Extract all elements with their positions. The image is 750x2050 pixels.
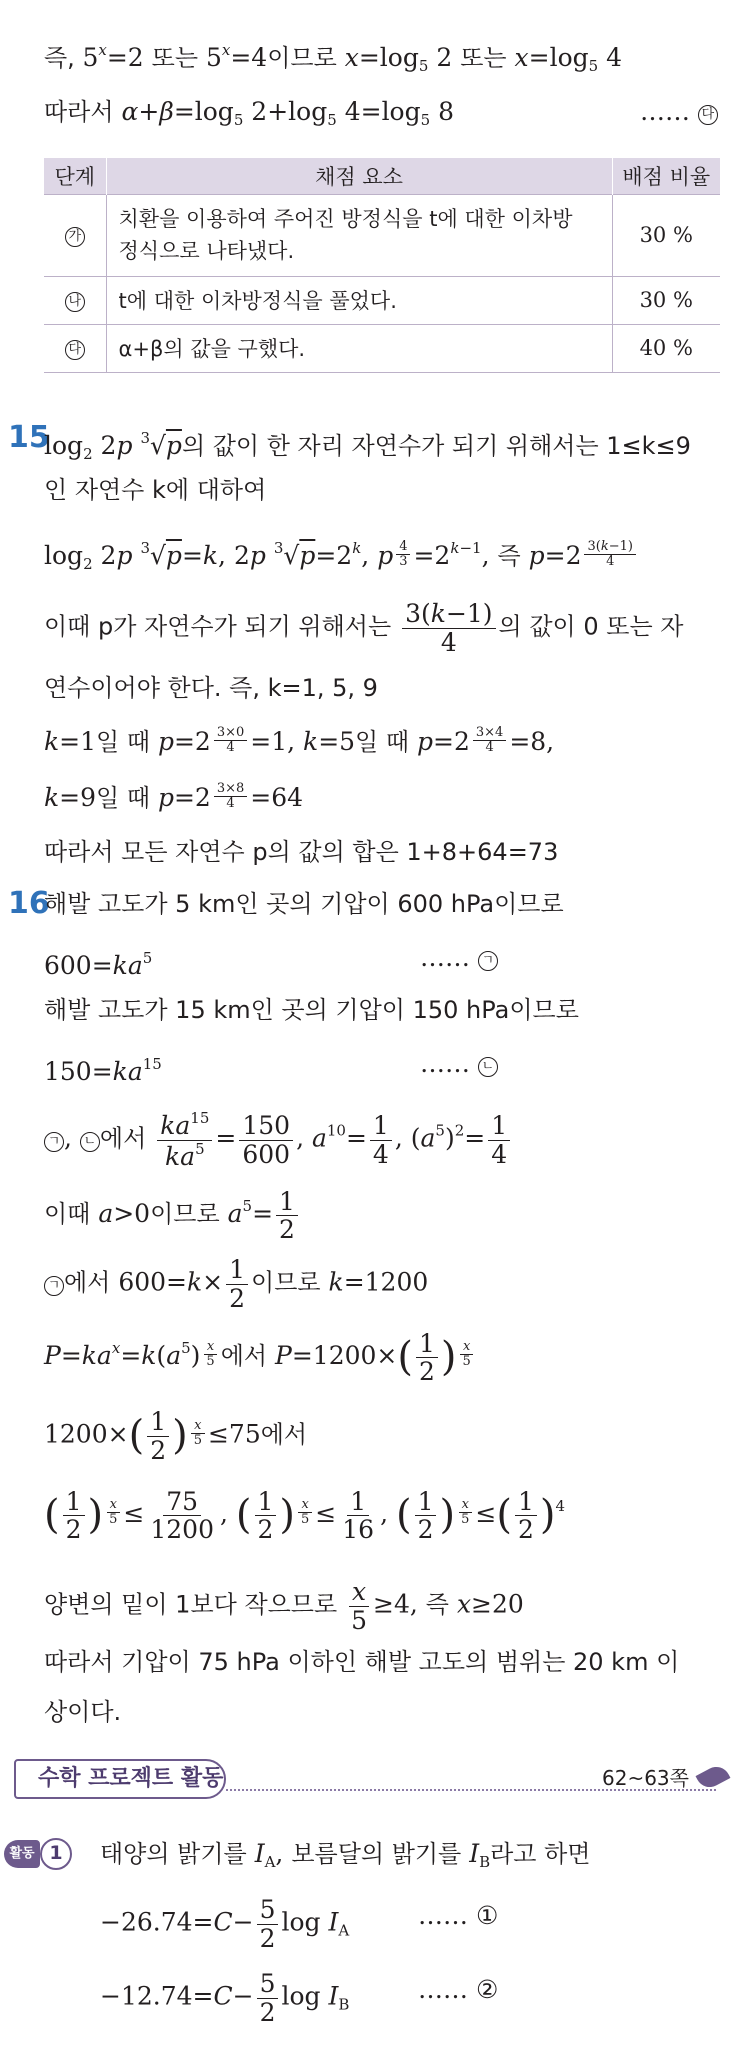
p16-line-10: ( $\frac{1}{2}$ ) $\frac{x}{5}$ ≤ $\frac{75}{1200}$ , ( $\frac{1}{2}$ ) $\frac{x}{5}$ ≤ $\frac{1}{16}$ , ( $\frac{1}{2}$ ) $\frac{x}{5}$ ≤( $\frac{1}{2}$ )$^4$ xyxy=(44,1486,565,1544)
project-banner-title: 수학 프로젝트 활동 xyxy=(14,1759,226,1799)
activity-eq-2: −12.74=C− $\frac{5}{2}$ $\log I_B$ xyxy=(100,1969,350,2027)
header-ratio: 배점 비율 xyxy=(612,158,720,194)
tag-circled-2: …… ② xyxy=(418,1975,499,2004)
p16-line-2: $600=ka^5$ xyxy=(44,949,153,980)
table-row xyxy=(44,276,720,324)
p16-line-5: ㄱ , ㄴ 에서 $\frac{ka^{15}}{ka^5}$ = $\frac{150}{600}$ , $a^{10}=$ $\frac{1}{4}$ , $(a^5)^2=$ $\frac{1}{4}$ xyxy=(44,1110,513,1170)
p16-line-9: 1200×( $\frac{1}{2}$ ) $\frac{x}{5}$ ≤75에서 xyxy=(44,1407,308,1465)
tag-2: …… ㄴ xyxy=(420,1044,498,1084)
table-row: 가 치환을 이용하여 주어진 방정식을 t에 대한 이차방 정식으로 나타냈다. 30 % xyxy=(44,194,720,276)
intro-line-2: 따라서 $\alpha+\beta=\log_5$ $2+\log_5$ $4=\log_5$ 8 xyxy=(44,97,455,129)
p16-line-1: 해발 고도가 5 km인 곳의 기압이 600 hPa이므로 xyxy=(44,890,564,918)
p15-line-6: k=1일 때 p=2 $\frac{3\times 0}{4}$ =1, k=5일 때 p=2 $\frac{3\times 4}{4}$ =8, xyxy=(44,725,555,756)
p16-line-8: $P=ka^x=k(a^5)$ $\frac{x}{5}$ 에서 P=1200×( $\frac{1}{2}$ ) $\frac{x}{5}$ xyxy=(44,1328,477,1386)
row-desc: 치환을 이용하여 주어진 방정식을 t에 대한 이차방 xyxy=(118,207,573,231)
p16-line-11: 양변의 밑이 1보다 작으므로 $\frac{x}{5}$ ≥4, 즉 x≥20 xyxy=(44,1577,524,1635)
problem-16-number: 16 xyxy=(8,886,50,921)
p16-line-7: ㄱ 에서 600=k× $\frac{1}{2}$ 이므로 k=1200 xyxy=(44,1256,428,1312)
project-banner-pages: 62~63쪽 xyxy=(602,1766,689,1790)
p15-line-5: 연수이어야 한다. 즉, k=1, 5, 9 xyxy=(44,674,378,702)
tag-da: …… 다 xyxy=(640,92,718,132)
step-da: 다 xyxy=(65,340,85,360)
tag-circled-1: …… ① xyxy=(418,1901,499,1930)
grading-table xyxy=(44,158,720,373)
step-na: 나 xyxy=(65,292,85,312)
p15-line-4: 이때 p가 자연수가 되기 위해서는 $\frac{3(k-1)}{4}$ 의 값이 0 또는 자 xyxy=(44,599,684,657)
p16-line-4: $150=ka^{15}$ xyxy=(44,1055,162,1086)
p15-line-7: k=9일 때 p=2 $\frac{3\times 8}{4}$ =64 xyxy=(44,781,304,812)
p15-line-2: 인 자연수 k에 대하여 xyxy=(44,476,267,504)
activity-eq-1: −26.74=C− $\frac{5}{2}$ $\log I_A$ xyxy=(100,1895,350,1953)
problem-15-number: 15 xyxy=(8,420,50,455)
intro-line-1: 즉, $5^x=2$ 또는 $5^x=4$이므로 $x=\log_5$ 2 또는 $x=\log_5$ 4 xyxy=(44,41,623,75)
p15-line-8: 따라서 모든 자연수 p의 값의 합은 1+8+64=73 xyxy=(44,838,559,866)
activity-number: 1 xyxy=(40,1838,72,1870)
header-step: 단계 xyxy=(44,158,106,194)
leaf-icon xyxy=(696,1762,731,1792)
p15-line-3: $\log_2 2p$ $^3$√p=k, 2p $^3√p=2^k$, p $\frac{4}{3}$ $=2^{k-1}$, 즉 p=2 $\frac{3(k-1)}{4}$ xyxy=(44,528,639,584)
activity-line-1: 태양의 밝기를 $I_A$, 보름달의 밝기를 $I_B$라고 하면 xyxy=(100,1839,591,1871)
row-pct: 30 % xyxy=(612,276,720,324)
row-pct: 30 % xyxy=(612,194,720,276)
row-desc: α+β의 값을 구했다. xyxy=(106,324,612,372)
tag-1: …… ㄱ xyxy=(420,938,498,978)
activity-badge: 활동 xyxy=(4,1840,40,1868)
p16-line-3: 해발 고도가 15 km인 곳의 기압이 150 hPa이므로 xyxy=(44,996,579,1024)
p16-line-13: 상이다. xyxy=(44,1698,122,1726)
row-desc: t에 대한 이차방정식을 풀었다. xyxy=(106,276,612,324)
step-ga: 가 xyxy=(65,227,85,247)
p15-line-1: $\log_2 2p$ $^3$√p의 값이 한 자리 자연수가 되기 위해서는 1≤k≤9 xyxy=(44,429,691,463)
table-row xyxy=(44,324,720,372)
p16-line-12: 따라서 기압이 75 hPa 이하인 해발 고도의 범위는 20 km 이 xyxy=(44,1648,680,1676)
header-element: 채점 요소 xyxy=(106,158,612,194)
p16-line-6: 이때 a>0이므로 $a^5=$ $\frac{1}{2}$ xyxy=(44,1186,301,1244)
row-pct: 40 % xyxy=(612,324,720,372)
